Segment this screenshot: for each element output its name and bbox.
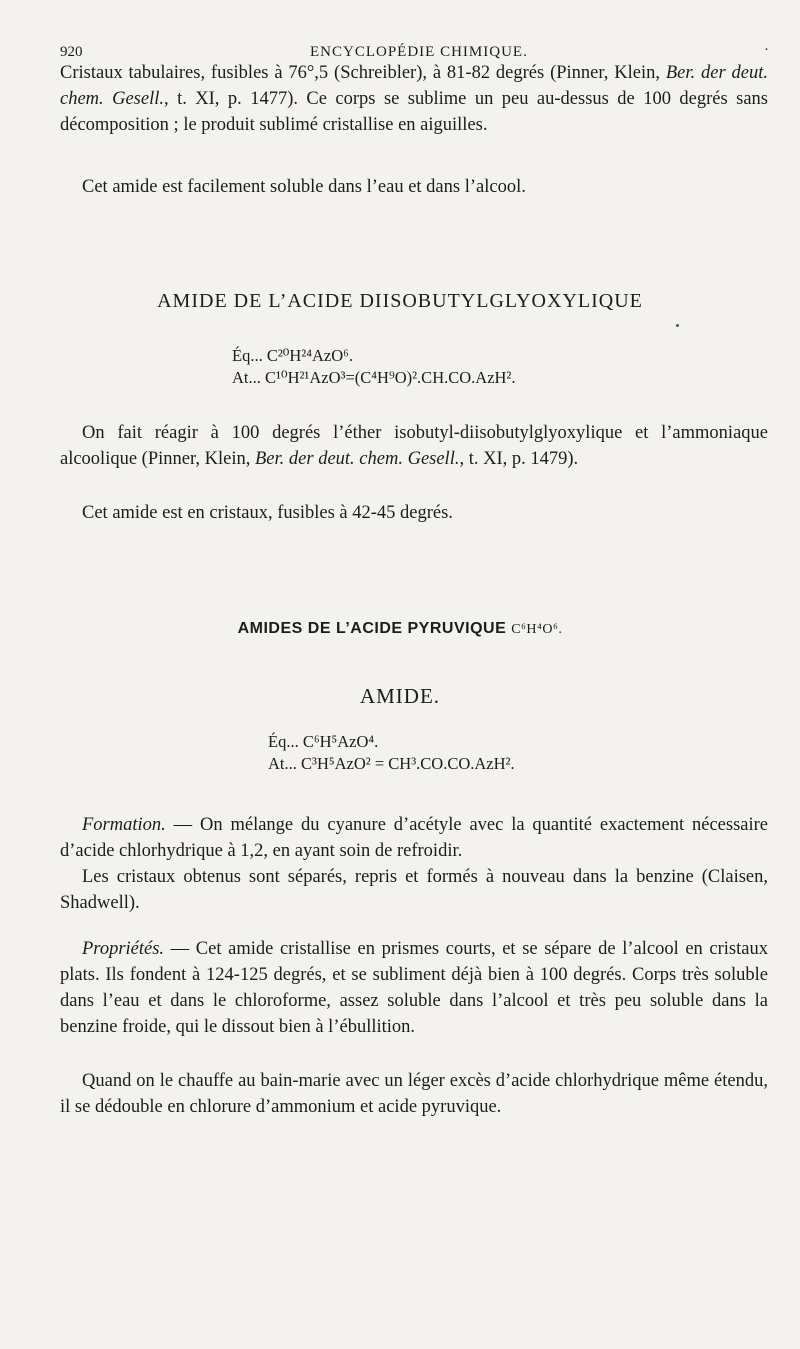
formation-paragraph [60, 812, 768, 864]
properties-paragraph [60, 936, 768, 1040]
intro-solubility-paragraph: Cet amide est facilement soluble dans l’eau et dans l’alcool. [82, 177, 526, 197]
formation-followup-paragraph: Les cristaux obtenus sont séparés, repris et formés à nouveau dans la benzine (Claisen, Shadwell). [60, 867, 768, 913]
subsection-title-amide: AMIDE. [359, 684, 441, 708]
running-head: ENCYCLOPÉDIE CHIMIQUE. [310, 44, 528, 60]
intro-paragraph [60, 60, 768, 138]
formula-atomic-pyruvamide: At... C³H⁵AzO² = CH³.CO.CO.AzH². [268, 754, 515, 773]
formula-atomic-diisobutyl: At... C¹⁰H²¹AzO³=(C⁴H⁹O)².CH.CO.AzH². [232, 368, 516, 387]
diisobutyl-text-1: On fait réagir à 100 degrés l’éther isobutyl-diisobutylglyoxylique et l’ammoniaque alcoolique (Pinner, Klein, [60, 423, 768, 469]
formation-label: Formation. [82, 815, 166, 835]
diisobutyl-text-2: , t. XI, p. 1479). [459, 449, 579, 469]
diisobutyl-properties-paragraph: Cet amide est en cristaux, fusibles à 42-45 degrés. [82, 503, 453, 523]
properties-label: Propriétés. [82, 939, 165, 959]
diisobutyl-preparation-paragraph [60, 420, 768, 472]
intro-text-2: , t. XI, p. 1477). Ce corps se sublime un peu au-dessus de 100 degrés sans décomposition ; le produit sublimé cristallise en aiguilles. [60, 89, 768, 135]
section-title-pyruvique-formula: C⁶H⁴O⁶. [511, 622, 563, 637]
decomposition-paragraph: Quand on le chauffe au bain-marie avec un léger excès d’acide chlorhydrique même étendu, il se dédouble en chlorure d’ammonium et acide pyruvique. [60, 1071, 768, 1117]
diisobutyl-reference: Ber. der deut. chem. Gesell. [255, 449, 460, 469]
intro-reference: Ber. der deut. chem. Gesell. [60, 63, 768, 109]
intro-text-1: Cristaux tabulaires, fusibles à 76°,5 (Schreibler), à 81-82 degrés (Pinner, Klein, [60, 63, 666, 83]
section-title-pyruvique [0, 620, 800, 638]
properties-text: — Cet amide cristallise en prismes courts, et se sépare de l’alcool en cristaux plats. Ils fondent à 124-125 degrés, et se subliment déjà bien à 100 degrés. Corps très soluble dans l’eau et dans le chloroforme, assez soluble dans l’alcool et très peu soluble dans la benzine froide, qui le dissout bien à l’ébullition. [60, 939, 768, 1037]
page-number: 920 [60, 44, 83, 60]
formula-equivalent-diisobutyl: Éq... C²⁰H²⁴AzO⁶. [232, 346, 354, 365]
header-dot-mark: · [764, 42, 769, 58]
section-title-diisobutylglyoxylique: AMIDE DE L’ACIDE DIISOBUTYLGLYOXYLIQUE [157, 290, 643, 312]
print-speck [676, 324, 679, 327]
formula-equivalent-pyruvamide: Éq... C⁶H⁵AzO⁴. [268, 732, 379, 751]
formation-text: — On mélange du cyanure d’acétyle avec la quantité exactement nécessaire d’acide chlorhydrique à 1,2, en ayant soin de refroidir. [60, 815, 768, 861]
section-title-pyruvique-text: AMIDES DE L’ACIDE PYRUVIQUE [237, 620, 507, 637]
